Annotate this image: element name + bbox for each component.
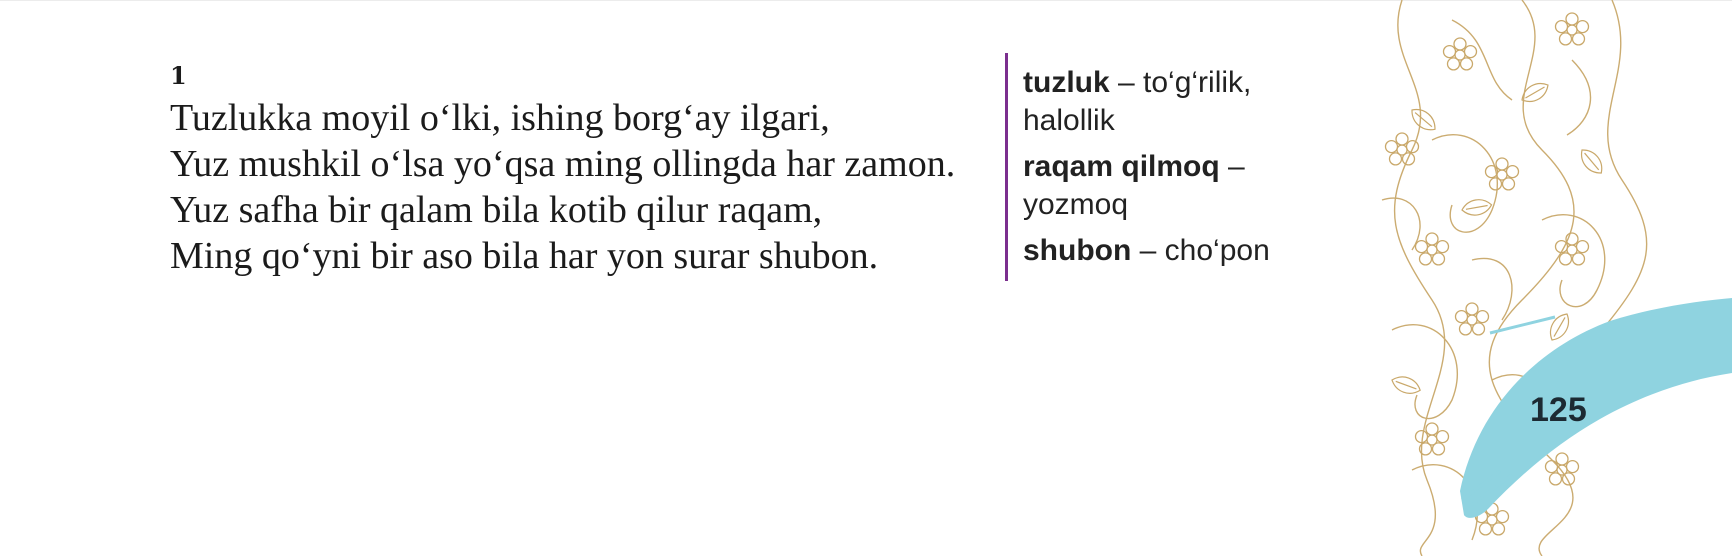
glossary-term: raqam qilmoq (1023, 150, 1220, 183)
glossary-entry-shubon (1023, 232, 1303, 270)
glossary-definition: – cho‘pon (1131, 234, 1270, 267)
poem-line-1: Tuzlukka moyil o‘lki, ishing borg‘ay ilgari, (170, 97, 830, 139)
glossary-entry-tuzluk (1023, 64, 1303, 140)
glossary-divider (1005, 53, 1008, 281)
glossary-term: tuzluk (1023, 66, 1110, 99)
glossary-definition: – to‘g‘rilik, halollik (1023, 66, 1252, 137)
glossary-term: shubon (1023, 234, 1132, 267)
poem-number: 1 (170, 61, 187, 90)
glossary-definition: – yozmoq (1023, 150, 1245, 221)
glossary-entry-raqam-qilmoq (1023, 148, 1303, 224)
poem-line-2: Yuz mushkil o‘lsa yo‘qsa ming ollingda har zamon. (170, 143, 956, 185)
page-number: 125 (1530, 391, 1587, 429)
poem-block (170, 62, 955, 279)
glossary (1023, 64, 1303, 278)
poem-line-3: Yuz safha bir qalam bila kotib qilur raqam, (170, 189, 823, 231)
brush-swoosh (1460, 295, 1732, 525)
poem-line-4: Ming qo‘yni bir aso bila har yon surar shubon. (170, 235, 879, 277)
